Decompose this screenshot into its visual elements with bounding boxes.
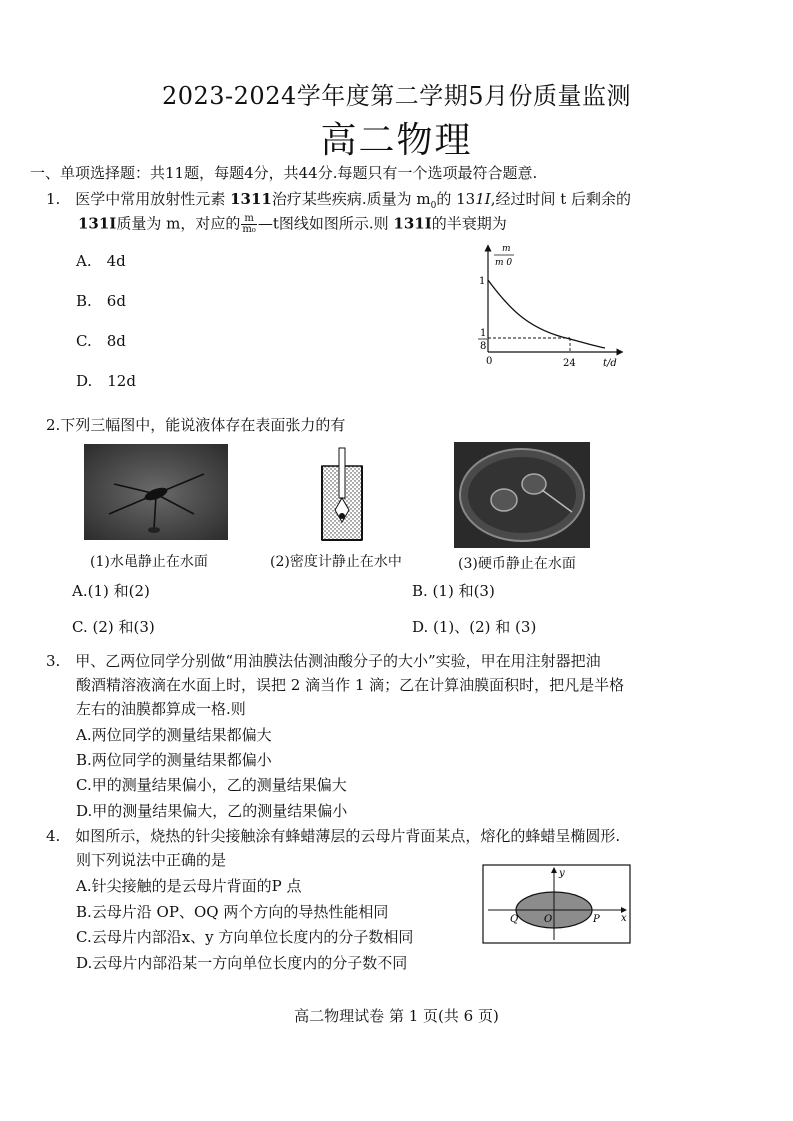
q1-text: 1I (475, 190, 491, 208)
hydrometer-figure (318, 444, 368, 544)
q4-stem-line1: 4. 如图所示，烧热的针尖接触涂有蜂蜡薄层的云母片背面某点，熔化的蜂蜡呈椭圆形. (46, 827, 621, 845)
q2-option-b: B. (1) 和(3) (412, 582, 495, 600)
q4-stem-line2: 则下列说法中正确的是 (76, 851, 227, 869)
label-p: P (593, 914, 600, 925)
caption-2: (2)密度计静止在水中 (270, 554, 402, 570)
q3-option-b: B.两位同学的测量结果都偏小 (76, 751, 272, 769)
label-q: Q (510, 914, 519, 925)
q1-text: —t图线如图所示.则 (257, 214, 389, 233)
water-strider-image (84, 444, 228, 540)
q1-text: 131I (393, 214, 432, 233)
q3-stem-line2: 酸酒精溶液滴在水面上时，误把 2 滴当作 1 滴；乙在计算油膜面积时，把凡是半格 (76, 676, 625, 694)
q1-text: 的半衰期为 (431, 214, 507, 233)
q3-stem-line3: 左右的油膜都算成一格.则 (76, 700, 246, 718)
graph-tick-frac-num: 1 (480, 328, 487, 339)
q2-option-a: A.(1) 和(2) (72, 582, 150, 600)
graph-y-num: m (502, 244, 511, 254)
q1-frac-num: m (241, 214, 257, 225)
q1-text: 的 13 (436, 190, 476, 208)
q1-text: 质量为 m，对应的 (116, 214, 241, 233)
q4-option-a: A.针尖接触的是云母片背面的P 点 (76, 877, 302, 895)
coin-photo (454, 442, 590, 548)
graph-origin: 0 (486, 356, 493, 367)
q1-subscript: 0 (430, 201, 437, 211)
water-strider-photo (84, 444, 228, 540)
caption-1: (1)水黾静止在水面 (90, 554, 208, 570)
q1-option-c: C. 8d (76, 332, 126, 350)
q4-option-d: D.云母片内部沿某一方向单位长度内的分子数不同 (76, 954, 408, 972)
q1-text: 1311 (230, 190, 272, 208)
graph-x-label: t/d (603, 358, 617, 369)
label-y: y (559, 868, 565, 879)
q3-stem-line1: 3. 甲、乙两位同学分别做“用油膜法估测油酸分子的大小”实验，甲在用注射器把油 (46, 652, 601, 670)
q1-text: 治疗某些疾病.质量为 m (271, 190, 431, 208)
q3-option-d: D.甲的测量结果偏大，乙的测量结果偏小 (76, 802, 348, 820)
q1-text: ,经过时间 t 后剩余的 (490, 190, 632, 208)
label-o: O (544, 914, 553, 925)
coin-image (454, 442, 590, 548)
q1-fraction (241, 214, 257, 235)
label-x: x (621, 913, 627, 924)
q1-frac-den: m₀ (242, 224, 256, 235)
q1-option-a: A. 4d (76, 252, 126, 270)
graph-tick-frac-den: 8 (480, 341, 487, 352)
q1-stem-line1 (46, 190, 631, 215)
q3-option-a: A.两位同学的测量结果都偏大 (76, 726, 272, 744)
q2-option-d: D. (1)、(2) 和 (3) (412, 618, 537, 636)
section-heading: 一、单项选择题：共11题，每题4分，共44分.每题只有一个选项最符合题意. (30, 164, 538, 182)
q2-stem: 2.下列三幅图中，能说液体存在表面张力的有 (46, 416, 346, 434)
page-title: 高二物理 (320, 120, 473, 161)
q4-option-b: B.云母片沿 OP、OQ 两个方向的导热性能相同 (76, 903, 389, 921)
q1-option-d: D. 12d (76, 372, 136, 390)
exam-header: 2023-2024学年度第二学期5月份质量监测 (161, 82, 632, 110)
q4-mica-figure (482, 864, 632, 946)
q3-option-c: C.甲的测量结果偏小，乙的测量结果偏大 (76, 776, 347, 794)
graph-tick-1: 1 (479, 276, 486, 287)
caption-3: (3)硬币静止在水面 (458, 556, 576, 572)
graph-y-den: m 0 (495, 258, 513, 268)
q1-option-b: B. 6d (76, 292, 126, 310)
q1-text: 131I (78, 214, 117, 233)
q2-option-c: C. (2) 和(3) (72, 618, 155, 636)
page-footer: 高二物理试卷 第 1 页(共 6 页) (294, 1007, 499, 1025)
q1-text: 1. 医学中常用放射性元素 (46, 190, 226, 208)
q1-decay-graph (470, 240, 630, 375)
q4-option-c: C.云母片内部沿x、y 方向单位长度内的分子数相同 (76, 928, 414, 946)
graph-x-tick-24: 24 (563, 358, 576, 369)
q1-stem-line2 (78, 214, 507, 235)
